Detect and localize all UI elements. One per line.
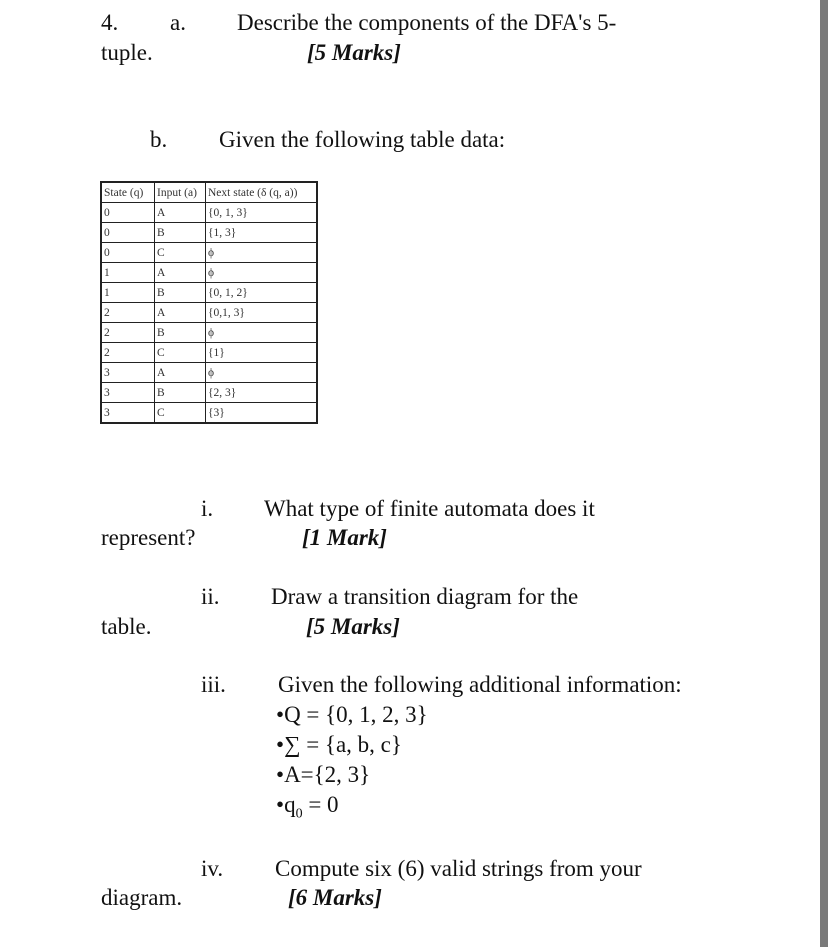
cell-input: C (155, 343, 206, 363)
cell-input: A (155, 363, 206, 383)
table-row (101, 263, 317, 283)
cell-input: A (155, 263, 206, 283)
column-header-next-state: Next state (δ (q, a)) (206, 182, 318, 203)
cell-input: A (155, 303, 206, 323)
cell-input: B (155, 323, 206, 343)
cell-state: 3 (101, 403, 155, 424)
part-iii-label: iii. (201, 672, 226, 697)
cell-state: 0 (101, 223, 155, 243)
cell-input: C (155, 243, 206, 263)
part-a-marks: [5 Marks] (307, 40, 401, 65)
cell-next-state: {2, 3} (206, 383, 318, 403)
cell-state: 2 (101, 343, 155, 363)
cell-next-state: ϕ (206, 243, 318, 263)
cell-state: 2 (101, 323, 155, 343)
cell-state: 3 (101, 363, 155, 383)
info-accept-set: A={2, 3} (284, 762, 371, 787)
table-row (101, 323, 317, 343)
cell-input: B (155, 283, 206, 303)
info-start-state-symbol: q (284, 792, 296, 817)
part-iii-text: Given the following additional information: (278, 672, 682, 697)
info-q-set: Q = {0, 1, 2, 3} (284, 702, 428, 727)
column-header-state: State (q) (101, 182, 155, 203)
part-iv-marks: [6 Marks] (288, 885, 382, 910)
part-a-continuation: tuple. (101, 40, 153, 65)
part-iv-label: iv. (201, 856, 224, 881)
info-list-item: •∑ = {a, b, c} (276, 732, 402, 757)
cell-next-state: {1} (206, 343, 318, 363)
transition-table (100, 181, 318, 424)
cell-state: 0 (101, 203, 155, 223)
cell-input: B (155, 223, 206, 243)
info-list-item: $•q_0 = 0$ (276, 792, 339, 822)
table-row (101, 283, 317, 303)
cell-next-state: {0,1, 3} (206, 303, 318, 323)
cell-next-state: ϕ (206, 363, 318, 383)
part-i-marks: [1 Mark] (302, 525, 387, 550)
table-row (101, 243, 317, 263)
part-i-text: What type of finite automata does it (264, 496, 595, 521)
part-ii-label: ii. (201, 584, 220, 609)
table-row (101, 223, 317, 243)
info-alphabet: ∑ = {a, b, c} (284, 732, 402, 757)
table-header-row (101, 182, 317, 203)
part-ii-continuation: table. (101, 614, 152, 639)
part-b-label: b. (150, 127, 168, 152)
table-row (101, 403, 317, 424)
cell-input: C (155, 403, 206, 424)
cell-next-state: ϕ (206, 323, 318, 343)
part-iv-continuation: diagram. (101, 885, 183, 910)
info-list-item: •Q = {0, 1, 2, 3} (276, 702, 428, 727)
cell-state: 3 (101, 383, 155, 403)
info-list-item: •A={2, 3} (276, 762, 371, 787)
page-edge-divider (820, 0, 828, 947)
table-row (101, 363, 317, 383)
part-b-text: Given the following table data: (219, 127, 506, 152)
cell-state: 2 (101, 303, 155, 323)
part-i-continuation: represent? (101, 525, 196, 550)
cell-state: 1 (101, 283, 155, 303)
cell-state: 0 (101, 243, 155, 263)
table-row (101, 383, 317, 403)
cell-next-state: {3} (206, 403, 318, 424)
cell-next-state: {1, 3} (206, 223, 318, 243)
table-row (101, 203, 317, 223)
part-iv-text: Compute six (6) valid strings from your (275, 856, 642, 881)
cell-next-state: ϕ (206, 263, 318, 283)
part-ii-text: Draw a transition diagram for the (271, 584, 579, 609)
part-a-label: a. (170, 10, 186, 35)
part-i-label: i. (201, 496, 214, 521)
cell-next-state: {0, 1, 2} (206, 283, 318, 303)
info-start-state-subscript: 0 (295, 806, 303, 822)
table-row (101, 303, 317, 323)
cell-next-state: {0, 1, 3} (206, 203, 318, 223)
column-header-input: Input (a) (155, 182, 206, 203)
cell-input: B (155, 383, 206, 403)
cell-input: A (155, 203, 206, 223)
part-a-text: Describe the components of the DFA's 5- (237, 10, 617, 35)
question-number: 4. (101, 10, 119, 35)
part-ii-marks: [5 Marks] (306, 614, 400, 639)
info-start-state-value: = 0 (302, 792, 339, 817)
cell-state: 1 (101, 263, 155, 283)
table-row (101, 343, 317, 363)
